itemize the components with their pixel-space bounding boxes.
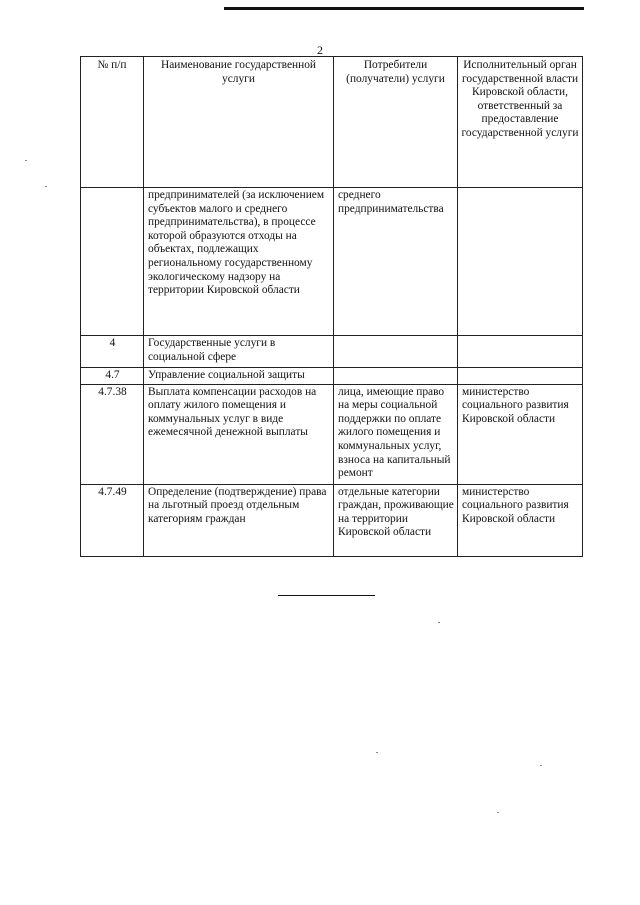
bottom-rule [278,595,375,596]
scan-speck [25,160,27,161]
header-authority: Исполнительный орган государственной власти Кировской области, ответственный за предоставление государственной услуги [458,57,583,188]
scan-speck [438,622,440,623]
cell-number: 4.7 [81,368,144,385]
header-number: № п/п [81,57,144,188]
scan-speck [376,752,378,753]
top-rule [224,7,584,10]
table-header-row [81,57,583,188]
table-row [81,484,583,556]
table-row [81,384,583,484]
cell-authority [458,188,583,336]
header-consumers: Потребители (получатели) услуги [334,57,458,188]
cell-service-name: предпринимателей (за исключением субъектов малого и среднего предпринимательства), в процессе которой образуются отходы на объектах, подлежащих региональному государственному экологическому надзору на территории Кировской области [144,188,334,336]
cell-consumers: среднего предпринимательства [334,188,458,336]
cell-authority [458,368,583,385]
scan-speck [45,186,47,187]
table-row [81,336,583,368]
cell-number [81,188,144,336]
scan-speck [540,765,542,766]
cell-consumers [334,336,458,368]
page-number: 2 [317,43,323,57]
table-row [81,368,583,385]
cell-number: 4.7.38 [81,384,144,484]
scan-speck [497,812,499,813]
cell-authority: министерство социального развития Кировской области [458,484,583,556]
cell-consumers [334,368,458,385]
cell-service-name: Определение (подтверждение) права на льготный проезд отдельным категориям граждан [144,484,334,556]
cell-consumers: отдельные категории граждан, проживающие на территории Кировской области [334,484,458,556]
cell-number: 4.7.49 [81,484,144,556]
cell-authority [458,336,583,368]
cell-consumers: лица, имеющие право на меры социальной поддержки по оплате жилого помещения и коммунальных услуг, взноса на капитальный ремонт [334,384,458,484]
cell-service-name: Государственные услуги в социальной сфере [144,336,334,368]
cell-service-name: Выплата компенсации расходов на оплату жилого помещения и коммунальных услуг в виде ежемесячной денежной выплаты [144,384,334,484]
services-table [80,56,583,557]
cell-service-name: Управление социальной защиты [144,368,334,385]
cell-number: 4 [81,336,144,368]
cell-authority: министерство социального развития Кировской области [458,384,583,484]
header-service-name: Наименование государственной услуги [144,57,334,188]
table-row [81,188,583,336]
